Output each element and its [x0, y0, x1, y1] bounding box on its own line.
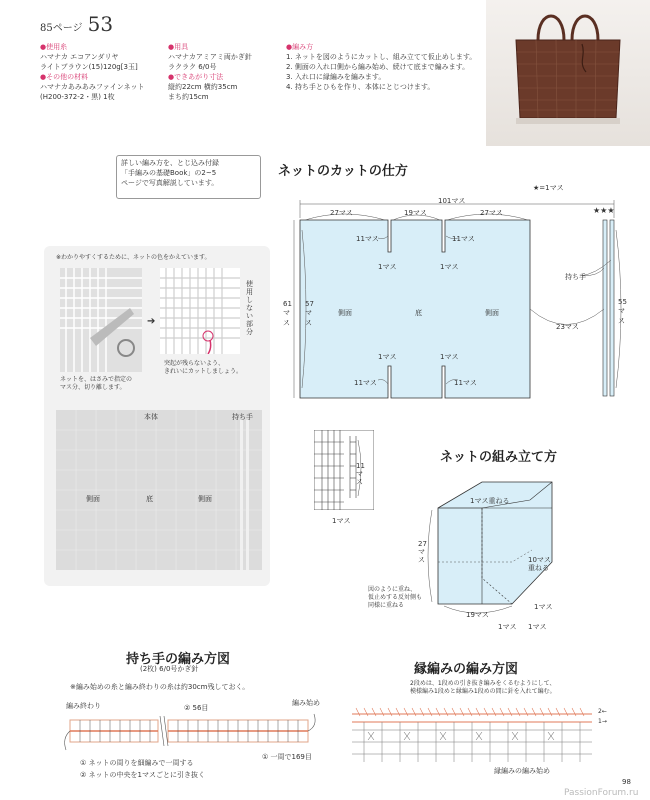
detail-eleven: 11マス	[356, 462, 365, 486]
net-side-height: 57マス	[305, 300, 314, 327]
tool-line: ハマナカアミアミ両かぎ針	[168, 53, 252, 61]
handle-end-label: 編み終わり	[66, 702, 101, 710]
assembly-height: 27マス	[418, 540, 427, 564]
net-total-width: 101マス	[438, 197, 466, 205]
size-line: 縦約22cm 横約35cm	[168, 83, 238, 91]
tools-block	[168, 42, 288, 102]
net-notch-label: 11マス	[452, 235, 475, 243]
photo-handle-label: 持ち手	[232, 413, 253, 421]
net-cut-title: ネットのカットの仕方	[278, 164, 408, 179]
net-height: 61マス	[283, 300, 292, 327]
edge-row-1: 1→	[598, 718, 607, 725]
net-notch-label: 11マス	[354, 379, 377, 387]
edge-row-2: 2←	[598, 708, 607, 715]
photo-bottom: 底	[146, 495, 153, 503]
material-line: ハマナカ エコアンダリヤ	[40, 53, 119, 61]
photo-body-label: 本体	[144, 413, 158, 421]
method-heading: ●編み方	[286, 43, 314, 51]
materials-block	[40, 42, 170, 102]
assembly-one-2: 1マス	[498, 623, 517, 631]
arrow-icon: ➔	[147, 316, 156, 327]
net-one-label: 1マス	[378, 353, 397, 361]
net-seg-2: 19マス	[404, 209, 427, 217]
assembly-overlap1: 1マス重ねる	[470, 497, 510, 505]
handle-step1: ① ネットの周りを細編みで一周する	[80, 759, 194, 767]
method-step: 2. 側面の入れ口側から編み始め、続けて底まで編みます。	[286, 63, 470, 71]
net-handle: 持ち手	[565, 273, 586, 281]
caption-1: ネットを、はさみで指定の マス分、切り離します。	[60, 376, 133, 391]
net-notch-label: 11マス	[454, 379, 477, 387]
tools-heading: ●用具	[168, 43, 189, 51]
edge-chart-title: 縁編みの編み方図	[414, 662, 519, 677]
size-heading: ●できあがり寸法	[168, 73, 224, 81]
info-line: 詳しい編み方を、とじ込み付録	[121, 159, 219, 167]
net-handle-len: 23マス	[556, 323, 579, 331]
photo-note: ※わかりやすくするために、ネットの色をかえています。	[56, 254, 211, 261]
handle-start-label: 編み始め	[292, 699, 320, 707]
footer-page: 98	[622, 778, 631, 786]
net-one-label: 1マス	[378, 263, 397, 271]
footer-watermark: PassionForum.ru	[564, 788, 639, 798]
photo-side-1: 側面	[86, 495, 100, 503]
assembly-width: 19マス	[466, 611, 489, 619]
edge-chart-diagram	[348, 702, 598, 764]
method-step: 3. 入れ口に縁編みを編みます。	[286, 73, 386, 81]
net-one-label: 1マス	[440, 263, 459, 271]
handle-chart-diagram	[60, 712, 320, 752]
assembly-overlap10: 10マス 重ねる	[528, 556, 551, 572]
net-seg-3: 27マス	[480, 209, 503, 217]
handle-count: ② 56目	[184, 704, 209, 712]
materials-heading: ●使用糸	[40, 43, 68, 51]
handle-chart-sub: (2枚) 6/0号かぎ針	[140, 665, 199, 673]
assembly-title: ネットの組み立て方	[440, 450, 558, 465]
edge-chart-desc: 2段めは、1段めの引き抜き編みをくるむようにして、 模様編み1段めと縁編み1段めの間に針を入れて編む。	[410, 680, 556, 695]
method-block	[286, 42, 486, 92]
detail-grid	[314, 430, 374, 510]
page-prefix: 85ページ	[40, 23, 83, 34]
net-seg-1: 27マス	[330, 209, 353, 217]
page-number: 53	[87, 12, 114, 36]
unused-label: 使用しない部分	[246, 280, 253, 336]
net-notch-label: 11マス	[356, 235, 379, 243]
info-line: ページで写真解説しています。	[121, 179, 219, 187]
material-line: ハマナカあみあみファインネット	[40, 83, 145, 91]
net-side-right: 側面	[485, 309, 499, 317]
material-line: ライトブラウン(15)120g[3玉]	[40, 63, 138, 71]
material-line: (H200-372-2・黒) 1枚	[40, 93, 115, 101]
net-legend: ★=1マス	[533, 184, 564, 192]
assembly-note: 図のように重ね、 仮止めする反対側も 同様に重ねる	[368, 586, 423, 609]
handle-step2: ② ネットの中央を1マスごとに引き抜く	[80, 771, 205, 779]
cut-photo-1	[60, 268, 142, 372]
info-line: 「手編みの基礎Book」の2~5	[121, 169, 217, 177]
assembly-one-3: 1マス	[528, 623, 547, 631]
edge-start-label: 縁編みの編み始め	[494, 767, 550, 775]
handle-chart-title: 持ち手の編み方図	[126, 652, 231, 667]
tool-line: ラクラク 6/0号	[168, 63, 217, 71]
bag-photo	[486, 0, 650, 146]
photo-side-2: 側面	[198, 495, 212, 503]
material-line: ●その他の材料	[40, 73, 89, 81]
caption-2: 突起が残らないよう、 きれいにカットしましょう。	[164, 360, 242, 375]
net-handle-height: 55マス	[618, 298, 627, 325]
handle-chart-note: ※編み始めの糸と編み終わりの糸は約30cm残しておく。	[70, 683, 250, 691]
net-side-left: 側面	[338, 309, 352, 317]
info-box	[116, 155, 261, 199]
net-bottom: 底	[415, 309, 422, 317]
net-one-label: 1マス	[440, 353, 459, 361]
method-step: 4. 持ち手とひもを作り、本体にとじつけます。	[286, 83, 435, 91]
cut-photo-2	[160, 268, 240, 354]
page-header	[40, 12, 113, 36]
handle-round: ① 一周で169目	[262, 753, 312, 761]
assembly-one-1: 1マス	[534, 603, 553, 611]
body-photo	[56, 410, 262, 570]
net-stars: ★★★	[593, 206, 615, 215]
size-line: まち約15cm	[168, 93, 209, 101]
detail-one: 1マス	[332, 517, 351, 525]
method-step: 1. ネットを図のようにカットし、組み立てて仮止めします。	[286, 53, 477, 61]
